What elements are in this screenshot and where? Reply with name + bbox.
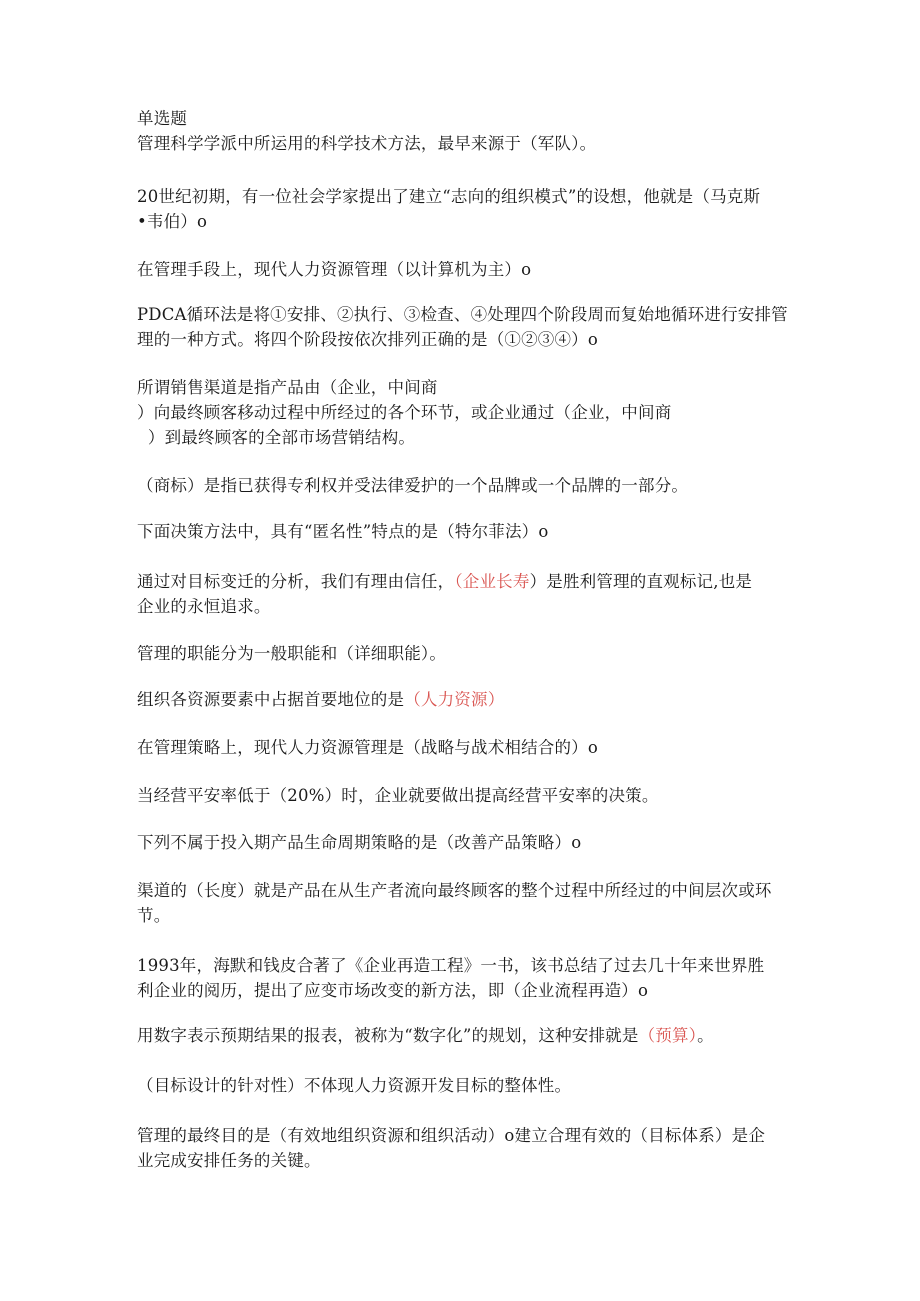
section-heading: 单选题 <box>137 109 188 128</box>
question-5-line-3: ）到最终顾客的全部市场营销结构。 <box>137 428 416 447</box>
question-2-line-1: 20世纪初期，有一位社会学家提出了建立“志向的组织模式”的设想，他就是（马克斯 <box>137 187 761 206</box>
question-16 <box>137 1025 714 1047</box>
question-10 <box>137 689 504 711</box>
highlighted-answer: （企业长寿 <box>454 572 530 591</box>
highlighted-answer: （人力资源） <box>404 690 505 709</box>
question-14-line-2: 节。 <box>137 906 171 925</box>
question-10-text: 组织各资源要素中占据首要地位的是 <box>137 690 405 709</box>
question-18-line-1: 管理的最终目的是（有效地组织资源和组织活动）o建立合理有效的（目标体系）是企 <box>137 1126 766 1145</box>
question-6: （商标）是指已获得专利权并受法律爱护的一个品牌或一个品牌的一部分。 <box>137 476 689 495</box>
question-9: 管理的职能分为一般职能和（详细职能）。 <box>137 644 447 663</box>
question-3: 在管理手段上，现代人力资源管理（以计算机为主）o <box>137 260 532 279</box>
question-18-line-2: 业完成安排任务的关键。 <box>137 1151 321 1170</box>
question-8-text-tail: ）是胜利管理的直观标记,也是 <box>529 572 753 591</box>
question-16-text: 用数字表示预期结果的报表，被称为“数字化”的规划，这种安排就是 <box>137 1026 639 1045</box>
question-15-line-2: 利企业的阅历，提出了应变市场改变的新方法，即（企业流程再造）o <box>137 981 649 1000</box>
question-11: 在管理策略上，现代人力资源管理是（战略与战术相结合的）o <box>137 738 599 757</box>
question-5-line-2: ）向最终顾客移动过程中所经过的各个环节，或企业通过（企业，中间商 <box>137 403 672 422</box>
question-8-line-1 <box>137 571 752 593</box>
question-8-line-2: 企业的永恒追求。 <box>137 597 271 616</box>
highlighted-answer: （预算） <box>638 1026 698 1045</box>
question-14-line-1: 渠道的（长度）就是产品在从生产者流向最终顾客的整个过程中所经过的中间层次或环 <box>137 881 772 900</box>
question-2-line-2: •韦伯）o <box>137 212 208 231</box>
question-7: 下面决策方法中，具有“匿名性”特点的是（特尔菲法）o <box>137 522 549 541</box>
question-4-line-2: 理的一种方式。将四个阶段按依次排列正确的是（①②③④）o <box>137 330 599 349</box>
question-8-text: 通过对目标变迁的分析，我们有理由信任， <box>137 572 455 591</box>
question-1: 管理科学学派中所运用的科学技术方法，最早来源于（军队）。 <box>137 134 597 153</box>
question-12: 当经营平安率低于（20%）时，企业就要做出提高经营平安率的决策。 <box>137 786 659 805</box>
question-4-line-1: PDCA循环法是将①安排、②执行、③检查、④处理四个阶段周而复始地循环进行安排管 <box>137 305 788 324</box>
question-16-tail: 。 <box>697 1026 714 1045</box>
question-17: （目标设计的针对性）不体现人力资源开发目标的整体性。 <box>137 1076 572 1095</box>
question-15-line-1: 1993年，海默和钱皮合著了《企业再造工程》一书，该书总结了过去几十年来世界胜 <box>137 956 765 975</box>
question-13: 下列不属于投入期产品生命周期策略的是（改善产品策略）o <box>137 833 582 852</box>
question-5-line-1: 所谓销售渠道是指产品由（企业，中间商 <box>137 378 438 397</box>
